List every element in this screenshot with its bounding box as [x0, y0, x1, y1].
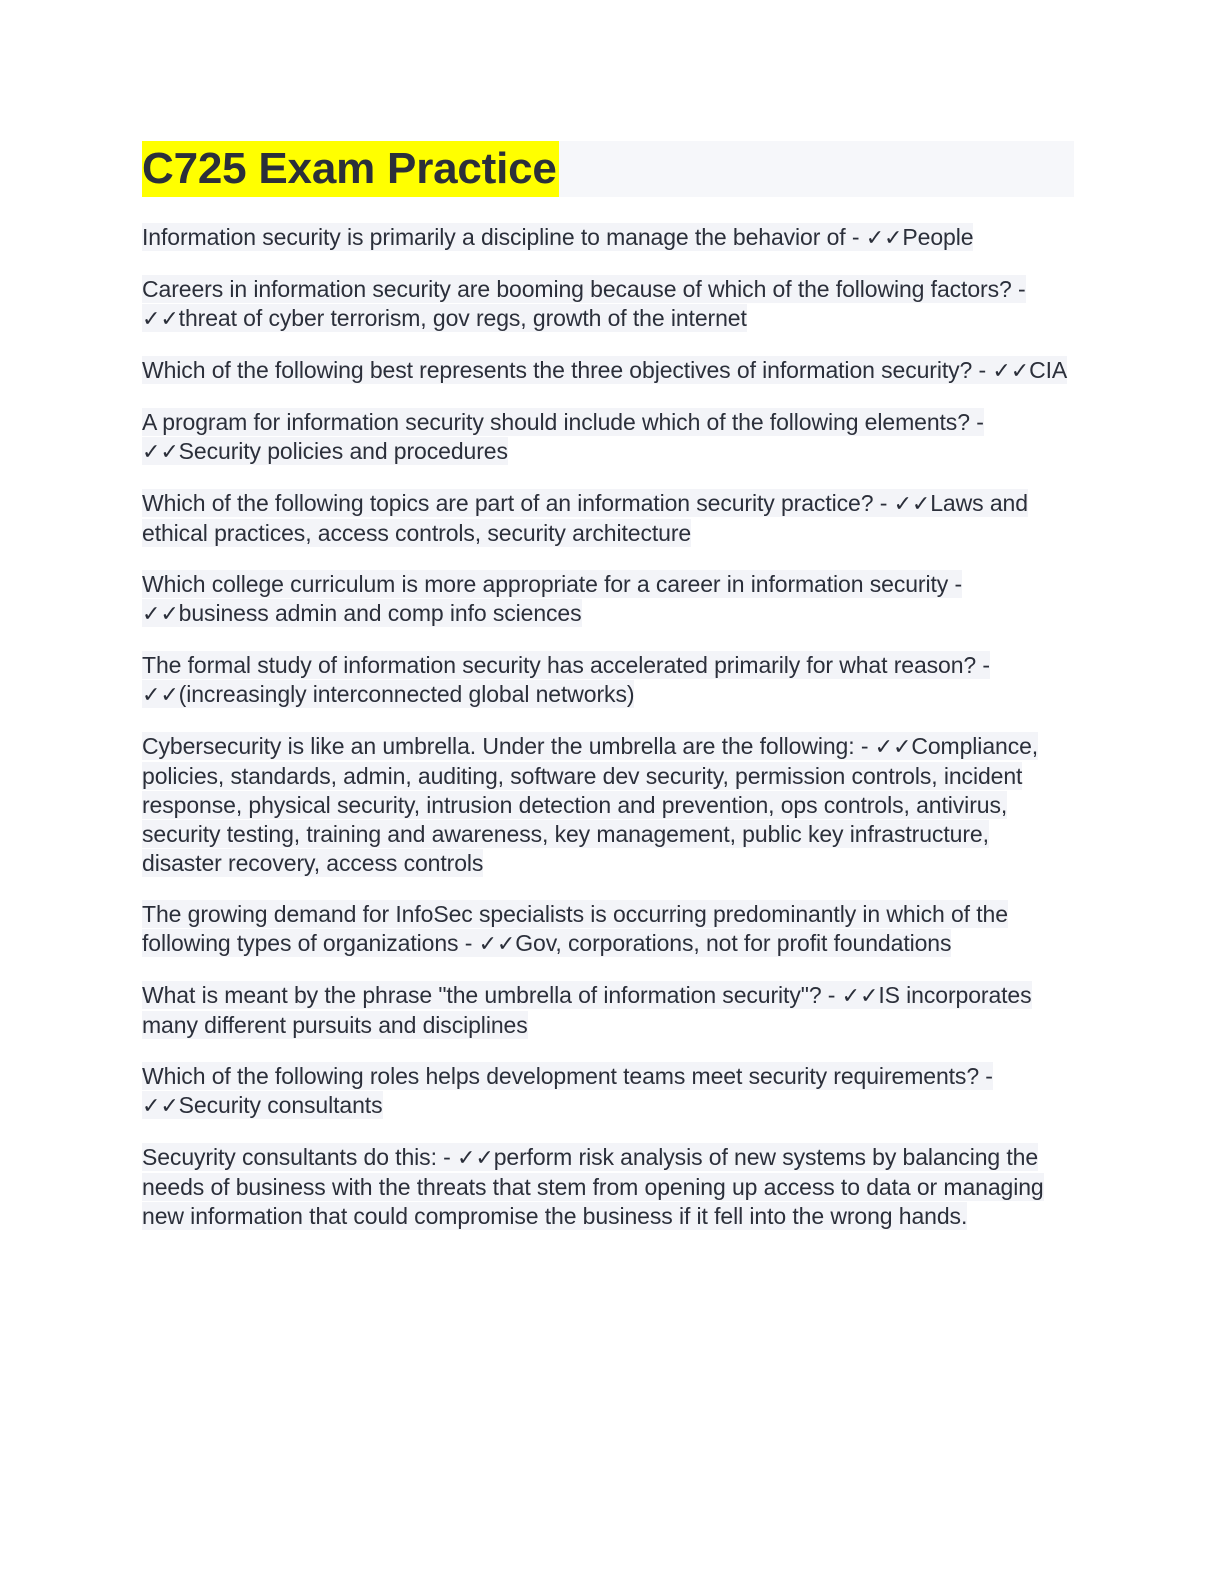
- check-icon: ✓✓: [142, 440, 179, 465]
- check-icon: ✓✓: [142, 602, 179, 627]
- check-icon: ✓✓: [865, 226, 903, 251]
- separator: -: [854, 733, 875, 759]
- qa-item: [142, 1143, 1074, 1231]
- answer-text: Gov, corporations, not for profit foundations: [515, 930, 952, 956]
- question-text: The formal study of information security has accelerated primarily for what reason?: [142, 652, 977, 678]
- answer-text: People: [902, 224, 974, 250]
- check-icon: ✓✓: [142, 683, 179, 708]
- qa-item: [142, 356, 1074, 386]
- check-icon: ✓✓: [893, 492, 931, 517]
- separator: -: [436, 1144, 458, 1170]
- separator: -: [976, 652, 990, 678]
- document-page: [142, 141, 1074, 1253]
- qa-item: [142, 570, 1074, 629]
- question-text: A program for information security should include which of the following elements?: [142, 409, 970, 435]
- question-text: Which of the following best represents the three objectives of information security?: [142, 357, 973, 383]
- separator: -: [821, 982, 842, 1008]
- qa-item: [142, 732, 1074, 878]
- question-text: Which of the following topics are part of an information security practice?: [142, 490, 874, 516]
- check-icon: ✓✓: [992, 359, 1030, 384]
- answer-text: threat of cyber terrorism, gov regs, growth of the internet: [178, 305, 747, 331]
- qa-item: [142, 981, 1074, 1040]
- answer-text: Security consultants: [178, 1092, 383, 1118]
- question-text: Careers in information security are booming because of which of the following factors?: [142, 276, 1012, 302]
- separator: -: [845, 224, 866, 250]
- title-bar: [142, 141, 1074, 197]
- question-text: Secuyrity consultants do this:: [142, 1144, 437, 1170]
- separator: -: [972, 357, 993, 383]
- question-text: Cybersecurity is like an umbrella. Under the umbrella are the following:: [142, 733, 855, 759]
- document-title: C725 Exam Practice: [142, 141, 559, 197]
- check-icon: ✓✓: [457, 1146, 494, 1171]
- qa-item: [142, 1062, 1074, 1121]
- answer-text: perform risk analysis of new systems by balancing the needs of business with the threats that stem from opening up access to data or managing new information that could compromise the business if it fell into the wrong hands.: [142, 1144, 1044, 1229]
- separator: -: [458, 930, 479, 956]
- check-icon: ✓✓: [142, 307, 179, 332]
- answer-text: Security policies and procedures: [178, 438, 508, 464]
- question-text: Which of the following roles helps development teams meet security requirements?: [142, 1063, 980, 1089]
- question-text: Information security is primarily a discipline to manage the behavior of: [142, 224, 846, 250]
- qa-item: [142, 408, 1074, 467]
- qa-item: [142, 223, 1074, 253]
- separator: -: [948, 571, 963, 597]
- separator: -: [873, 490, 894, 516]
- separator: -: [979, 1063, 993, 1089]
- qa-item: [142, 489, 1074, 548]
- separator: -: [1011, 276, 1026, 302]
- check-icon: ✓✓: [142, 1094, 179, 1119]
- answer-text: IS incorporates many different pursuits and disciplines: [142, 982, 1032, 1038]
- check-icon: ✓✓: [874, 735, 912, 760]
- question-text: The growing demand for InfoSec specialists is occurring predominantly in which of the following types of organizations: [142, 901, 1008, 956]
- qa-item: [142, 651, 1074, 710]
- check-icon: ✓✓: [478, 932, 516, 957]
- qa-list: [142, 223, 1074, 1231]
- answer-text: (increasingly interconnected global networks): [178, 681, 635, 707]
- separator: -: [969, 409, 984, 435]
- question-text: Which college curriculum is more appropriate for a career in information security: [142, 571, 949, 597]
- answer-text: Laws and ethical practices, access controls, security architecture: [142, 490, 1028, 546]
- check-icon: ✓✓: [841, 984, 879, 1009]
- qa-item: [142, 900, 1074, 959]
- qa-item: [142, 275, 1074, 334]
- question-text: What is meant by the phrase "the umbrella of information security"?: [142, 982, 822, 1008]
- answer-text: Compliance, policies, standards, admin, auditing, software dev security, permission controls, incident response, physical security, intrusion detection and prevention, ops controls, antivirus, security testing, training and awareness, key management, public key infrastructure, disaster recovery, access controls: [142, 733, 1039, 876]
- answer-text: CIA: [1029, 357, 1068, 383]
- answer-text: business admin and comp info sciences: [178, 600, 582, 626]
